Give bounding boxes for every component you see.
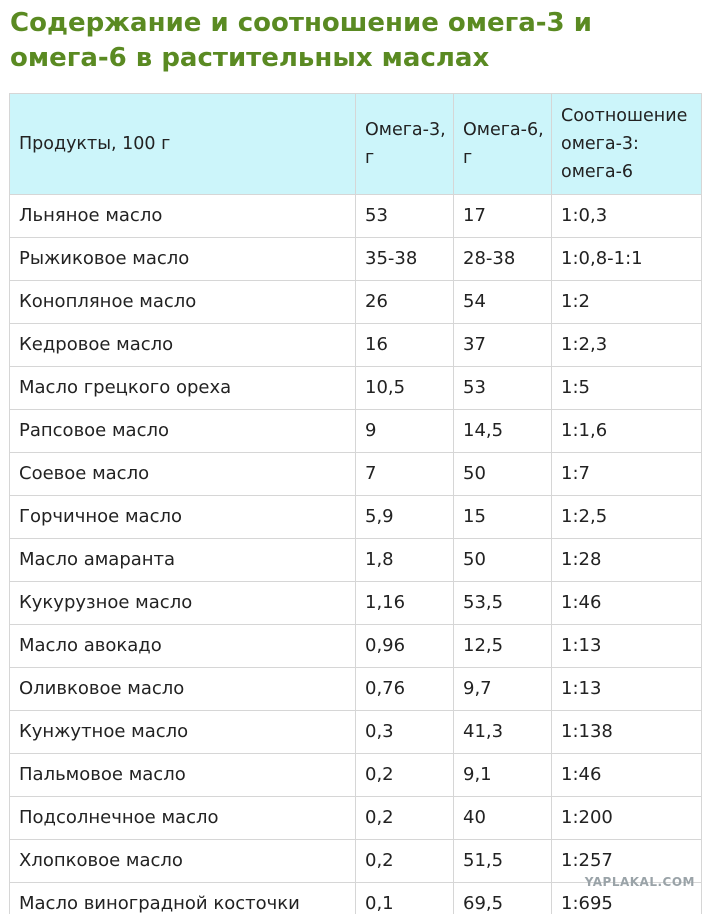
cell-omega3: 0,3 [356,711,454,754]
cell-product: Масло виноградной косточки [10,883,356,914]
cell-product: Рыжиковое масло [10,238,356,281]
cell-omega3: 35-38 [356,238,454,281]
cell-omega3: 9 [356,410,454,453]
cell-omega3: 0,1 [356,883,454,914]
cell-product: Горчичное масло [10,496,356,539]
cell-ratio: 1:46 [552,754,702,797]
cell-ratio: 1:28 [552,539,702,582]
cell-ratio: 1:5 [552,367,702,410]
cell-omega3: 0,2 [356,840,454,883]
cell-ratio: 1:0,8-1:1 [552,238,702,281]
cell-omega6: 69,5 [454,883,552,914]
cell-omega6: 50 [454,539,552,582]
cell-ratio: 1:46 [552,582,702,625]
cell-omega3: 5,9 [356,496,454,539]
table-row [10,324,702,367]
table-body [10,195,702,914]
cell-ratio: 1:257 [552,840,702,883]
cell-omega3: 1,8 [356,539,454,582]
cell-product: Масло грецкого ореха [10,367,356,410]
table-row [10,238,702,281]
cell-product: Масло авокадо [10,625,356,668]
cell-omega6: 53,5 [454,582,552,625]
cell-product: Пальмовое масло [10,754,356,797]
header-omega3: Омега-3, г [356,94,454,195]
cell-omega6: 9,7 [454,668,552,711]
cell-ratio: 1:695 [552,883,702,914]
cell-omega3: 26 [356,281,454,324]
header-omega6: Омега-6, г [454,94,552,195]
header-ratio: Соотношение омега-3: омега-6 [552,94,702,195]
header-products: Продукты, 100 г [10,94,356,195]
cell-ratio: 1:1,6 [552,410,702,453]
cell-omega6: 17 [454,195,552,238]
table-row [10,754,702,797]
cell-product: Конопляное масло [10,281,356,324]
cell-product: Соевое масло [10,453,356,496]
cell-ratio: 1:2 [552,281,702,324]
table-row [10,367,702,410]
cell-product: Рапсовое масло [10,410,356,453]
omega-table [9,93,702,914]
cell-product: Кунжутное масло [10,711,356,754]
cell-omega6: 40 [454,797,552,840]
cell-omega3: 0,2 [356,754,454,797]
table-row [10,797,702,840]
cell-product: Кукурузное масло [10,582,356,625]
table-row [10,668,702,711]
cell-ratio: 1:13 [552,668,702,711]
cell-product: Подсолнечное масло [10,797,356,840]
table-row [10,711,702,754]
cell-omega3: 10,5 [356,367,454,410]
cell-ratio: 1:200 [552,797,702,840]
table-row [10,195,702,238]
cell-product: Оливковое масло [10,668,356,711]
cell-omega3: 0,96 [356,625,454,668]
table-row [10,281,702,324]
cell-omega6: 14,5 [454,410,552,453]
cell-omega3: 1,16 [356,582,454,625]
page-title: Содержание и соотношение омега-3 и омега-6 в растительных маслах [10,8,592,73]
cell-product: Кедровое масло [10,324,356,367]
cell-ratio: 1:7 [552,453,702,496]
cell-omega6: 53 [454,367,552,410]
cell-ratio: 1:2,5 [552,496,702,539]
table-row [10,410,702,453]
watermark: YAPLAKAL.COM [584,875,695,889]
cell-ratio: 1:13 [552,625,702,668]
cell-omega6: 51,5 [454,840,552,883]
cell-omega3: 16 [356,324,454,367]
cell-omega6: 50 [454,453,552,496]
cell-omega6: 9,1 [454,754,552,797]
table-header [10,94,702,195]
table-row [10,625,702,668]
cell-omega3: 7 [356,453,454,496]
cell-ratio: 1:0,3 [552,195,702,238]
cell-omega6: 41,3 [454,711,552,754]
table-row [10,496,702,539]
cell-omega3: 0,2 [356,797,454,840]
table-row [10,582,702,625]
cell-ratio: 1:138 [552,711,702,754]
cell-omega6: 28-38 [454,238,552,281]
cell-omega6: 54 [454,281,552,324]
header-row [10,94,702,195]
cell-product: Масло амаранта [10,539,356,582]
cell-omega6: 15 [454,496,552,539]
cell-omega3: 0,76 [356,668,454,711]
cell-product: Льняное масло [10,195,356,238]
cell-ratio: 1:2,3 [552,324,702,367]
cell-omega6: 37 [454,324,552,367]
cell-omega3: 53 [356,195,454,238]
table-row [10,539,702,582]
table-row [10,453,702,496]
cell-product: Хлопковое масло [10,840,356,883]
cell-omega6: 12,5 [454,625,552,668]
